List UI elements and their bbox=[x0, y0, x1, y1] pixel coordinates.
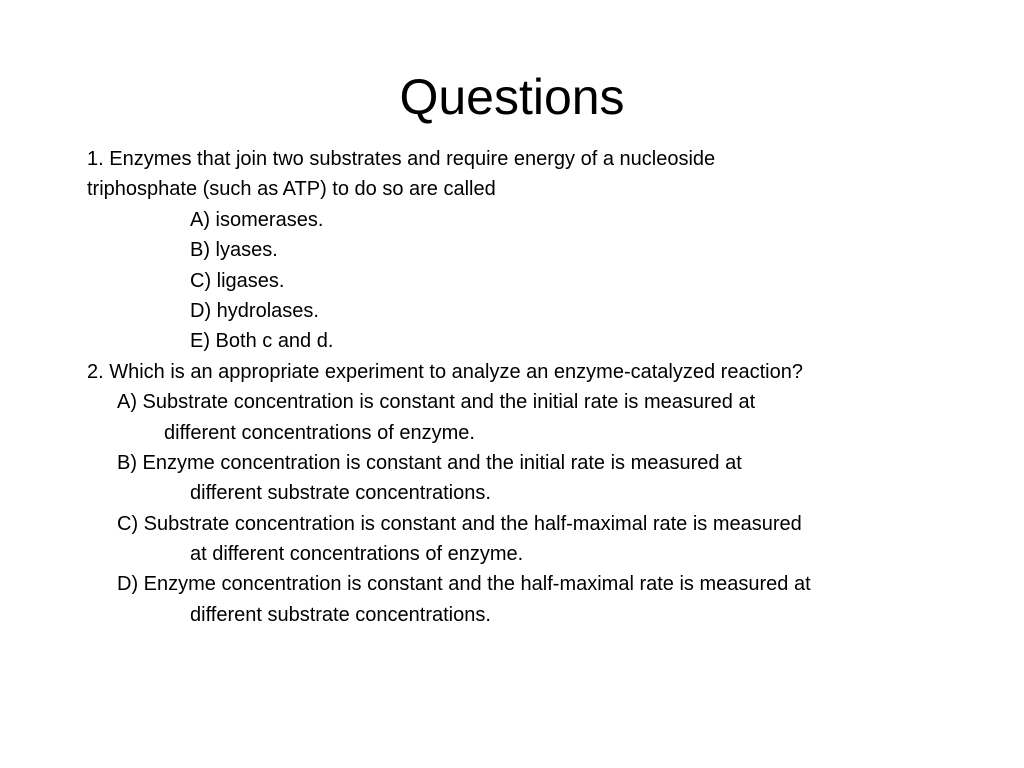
question-2-option-d-line-1: D) Enzyme concentration is constant and the half-maximal rate is measured at bbox=[117, 573, 811, 596]
question-2-option-c-line-1: C) Substrate concentration is constant and the half-maximal rate is measured bbox=[117, 512, 802, 535]
question-1-choice-d: D) hydrolases. bbox=[190, 299, 319, 322]
question-1-choice-a: A) isomerases. bbox=[190, 208, 324, 231]
question-1-choice-b: B) lyases. bbox=[190, 239, 278, 262]
question-1-stem-line-2: triphosphate (such as ATP) to do so are called bbox=[87, 178, 496, 201]
question-1-stem-line-1: 1. Enzymes that join two substrates and require energy of a nucleoside bbox=[87, 148, 716, 170]
slide-body bbox=[87, 144, 967, 630]
question-2-option-c-line-2: at different concentrations of enzyme. bbox=[190, 543, 524, 566]
question-2-option-a-line-2: different concentrations of enzyme. bbox=[164, 421, 475, 444]
question-2-option-b-line-1: B) Enzyme concentration is constant and the initial rate is measured at bbox=[117, 451, 742, 474]
question-2-option-d-line-2: different substrate concentrations. bbox=[190, 603, 491, 626]
question-2-stem: 2. Which is an appropriate experiment to analyze an enzyme-catalyzed reaction? bbox=[87, 360, 803, 383]
question-1-choice-c: C) ligases. bbox=[190, 269, 285, 292]
question-2-option-a-line-1: A) Substrate concentration is constant and the initial rate is measured at bbox=[117, 391, 756, 414]
question-2-option-b-line-2: different substrate concentrations. bbox=[190, 482, 491, 505]
slide-title: Questions bbox=[399, 69, 625, 125]
question-1-choice-e: E) Both c and d. bbox=[190, 330, 334, 353]
